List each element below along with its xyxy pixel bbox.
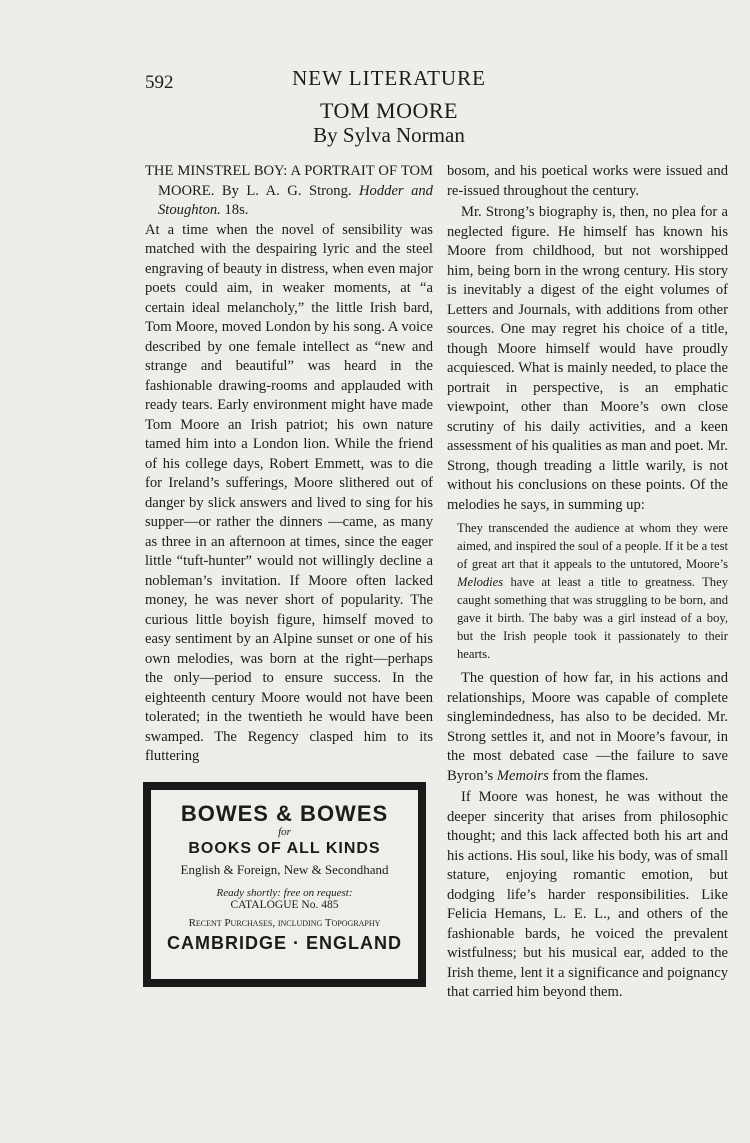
paragraph — [447, 669, 728, 786]
section-heading: NEW LITERATURE — [292, 66, 486, 90]
article-byline: By Sylva Norman — [313, 123, 465, 147]
right-column — [447, 162, 728, 1003]
quote-text-b: have at least a title to greatness. They caught something that was struggling to be born, and gave it birth. The baby was a girl instead of a boy, but the Irish people took it passionately to their hearts. — [457, 575, 728, 661]
ad-ready: Ready shortly: free on request: — [216, 887, 353, 899]
book-reference-title: THE MINSTREL BOY: A PORTRAIT OF TOM MOORE. By L. A. G. Strong. — [145, 163, 433, 199]
paragraph: At a time when the novel of sensibility was matched with the despairing lyric and the steel engraving of beauty in distress, when even major poets could aim, in weaker moments, at “a certain ideal melancholy,” the little Irish bard, Tom Moore, moved London by his song. A voice described by one female intellect as “new and strange and beautiful” was heard in the fashionable drawing-rooms and applauded with ready tears. Early environment might have made Tom Moore an Irish patriot; his own nature tamed him into a London lion. While the friend of his college days, Robert Emmett, was to die for Ireland’s sufferings, Moore slithered out of danger by slick answers and lived to sing for his supper—or rather the dinners —came, as many as three in an afternoon at times, since the eager little “tuft-hunter” would not willingly decline a nobleman’s invitation. If Moore often lacked money, he was never short of popularity. The curious little boyish figure, himself moved to easy sentiment by an Alpine sunset or one of his own melodies, was born at the right—perhaps the only—period to ensure success. In the eighteenth century Moore would not have been tolerated; in the twentieth he would have been swamped. The Regency clasped him to its fluttering — [145, 221, 433, 764]
ad-subline: English & Foreign, New & Secondhand — [180, 862, 389, 877]
page-number: 592 — [145, 72, 174, 93]
paragraph-emphasis: Memoirs — [496, 767, 549, 784]
ad-tagline: BOOKS OF ALL KINDS — [188, 840, 381, 857]
bookseller-advertisement — [143, 782, 426, 987]
ad-city: CAMBRIDGE · ENGLAND — [167, 933, 402, 953]
ad-for: for — [278, 826, 291, 838]
book-reference-publisher: Hodder and Stoughton. — [158, 182, 433, 218]
left-column — [145, 162, 433, 767]
paragraph: If Moore was honest, he was without the deeper sincerity that arises from philosophic thought; and this lack affected both his art and his actions. His soul, like his body, was of small stature, enjoying romantic emotion, but dodging life’s harder responsibilities. Like Felicia Hemans, L. E. L., and others of the fashionable bards, he voiced the prevalent wistfulness; but his musical ear, added to the Irish theme, lent it a significance and poignancy that carried him beyond them. — [447, 789, 728, 1000]
quote-text-a: They transcended the audience at whom they were aimed, and inspired the soul of a people. If it be a test of great art that it appeals to the untutored, Moore’s — [457, 521, 728, 571]
paragraph: Mr. Strong’s biography is, then, no plea for a neglected figure. He himself has known his Moore from childhood, but not worshipped him, being born in the wrong century. His story is inevitably a digest of the eight volumes of Letters and Journals, with additions from other sources. One may regret his choice of a title, though Moore himself would have proudly acquiesced. What is mainly needed, to place the portrait in perspective, is an emphatic viewpoint, other than Moore’s own close scrutiny of his daily activities, and a keen assessment of his qualities as man and poet. Mr. Strong, though treading a little warily, is not without his conclusions on these points. Of the melodies he says, in summing up: — [447, 204, 728, 513]
ad-recent: Recent Purchases, including Topography — [188, 917, 381, 929]
block-quote — [447, 519, 728, 663]
ad-catalogue: CATALOGUE No. 485 — [230, 899, 339, 911]
quote-emphasis: Melodies — [457, 575, 504, 589]
paragraph-continuation: bosom, and his poetical works were issued and re-issued throughout the century. — [447, 163, 728, 199]
advertisement-panel — [151, 790, 418, 979]
paragraph-text-b: from the flames. — [548, 767, 649, 784]
article-title: TOM MOORE — [320, 98, 458, 123]
paragraph-text-a: The question of how far, in his actions and relationships, Moore was capable of complete singlemindedness, has also to be decided. Mr. Strong settles it, and not in Moore’s favour, in the most debated case —the failure to save Byron’s — [447, 670, 728, 784]
book-reference — [145, 162, 433, 221]
book-reference-price: 18s. — [220, 202, 249, 218]
ad-brand: BOWES & BOWES — [180, 801, 389, 826]
